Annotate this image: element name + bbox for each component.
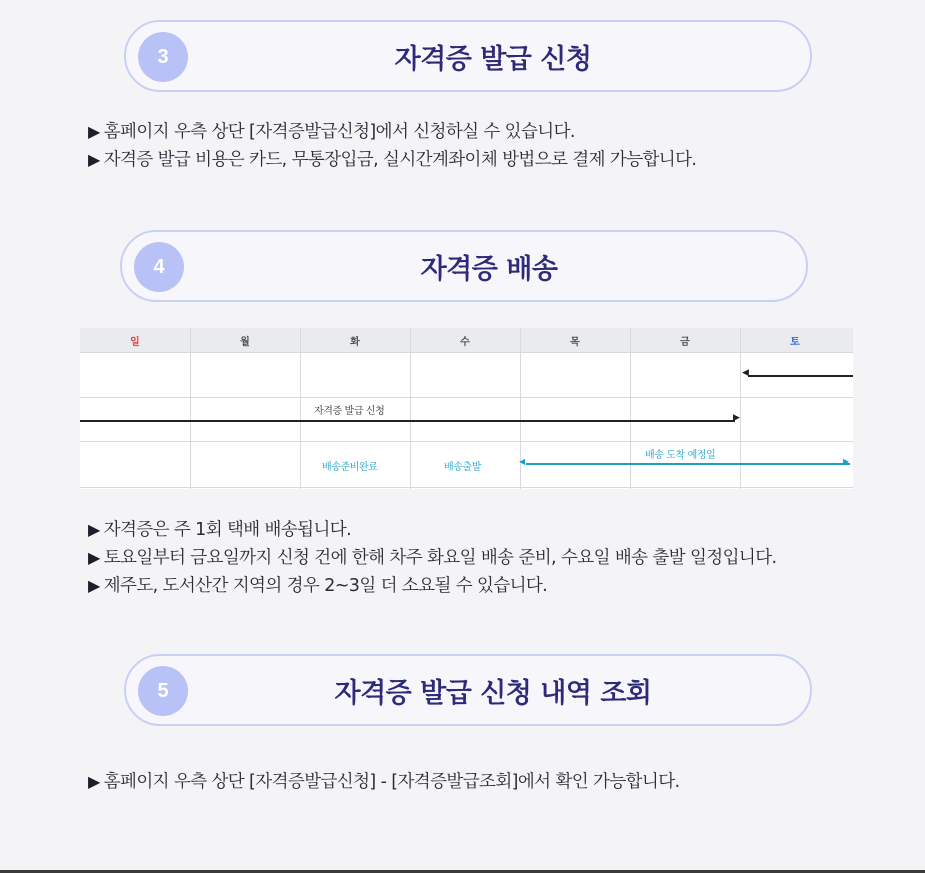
section-5-header <box>124 654 812 726</box>
section-4-header <box>120 230 808 302</box>
list-item: ▶ 토요일부터 금요일까지 신청 건에 한해 차주 화요일 배송 준비, 수요일 배송 출발 일정입니다. <box>88 548 777 568</box>
bullet-marker: ▶ <box>88 150 100 169</box>
section-3-bullets <box>88 118 696 174</box>
day-header-sat: 토 <box>790 336 800 348</box>
arrow-right-icon: ▶ <box>733 413 740 423</box>
section-5-bullets <box>88 768 680 796</box>
day-header-mon: 월 <box>240 336 250 348</box>
section-5-number-badge: 5 <box>138 666 188 716</box>
grid-line <box>80 487 853 488</box>
list-item: ▶ 홈페이지 우측 상단 [자격증발급신청]에서 신청하실 수 있습니다. <box>88 122 575 142</box>
arrow-right-icon: ▶ <box>843 457 849 466</box>
arrival-label: 배송 도착 예정일 <box>645 450 716 461</box>
carry-over-arrow <box>748 375 853 377</box>
section-5-title: 자격증 발급 신청 내역 조회 <box>334 677 652 709</box>
grid-line <box>80 441 853 442</box>
bullet-marker: ▶ <box>88 772 100 791</box>
apply-period-arrow <box>80 420 735 422</box>
section-3-header <box>124 20 812 92</box>
bullet-marker: ▶ <box>88 520 100 539</box>
list-item: ▶ 자격증 발급 비용은 카드, 무통장입금, 실시간계좌이체 방법으로 결제 가능합니다. <box>88 150 697 170</box>
day-header-fri: 금 <box>680 336 690 348</box>
list-item: ▶ 홈페이지 우측 상단 [자격증발급신청] - [자격증발급조회]에서 확인 가능합니다. <box>88 772 680 792</box>
bullet-marker: ▶ <box>88 576 100 595</box>
day-header-tue: 화 <box>350 336 360 348</box>
grid-line <box>80 352 853 353</box>
arrow-left-icon: ◀ <box>742 368 749 378</box>
apply-period-label: 자격증 발급 신청 <box>314 406 385 417</box>
section-4-number-badge: 4 <box>134 242 184 292</box>
section-3-title: 자격증 발급 신청 <box>394 43 592 75</box>
section-4-title: 자격증 배송 <box>420 253 558 285</box>
list-item: ▶ 자격증은 주 1회 택배 배송됩니다. <box>88 520 352 540</box>
day-header-wed: 수 <box>460 336 470 348</box>
delivery-schedule-table <box>80 328 853 489</box>
depart-label: 배송출발 <box>444 462 482 473</box>
section-4-bullets <box>88 516 776 600</box>
prep-complete-label: 배송준비완료 <box>322 462 378 473</box>
list-item: ▶ 제주도, 도서산간 지역의 경우 2~3일 더 소요될 수 있습니다. <box>88 576 548 596</box>
arrival-range-arrow <box>526 463 850 465</box>
bullet-marker: ▶ <box>88 122 100 141</box>
day-header-thu: 목 <box>570 336 580 348</box>
day-header-sun: 일 <box>130 336 140 348</box>
grid-line <box>80 397 853 398</box>
bullet-marker: ▶ <box>88 548 100 567</box>
section-3-number-badge: 3 <box>138 32 188 82</box>
arrow-left-icon: ◀ <box>519 457 525 466</box>
